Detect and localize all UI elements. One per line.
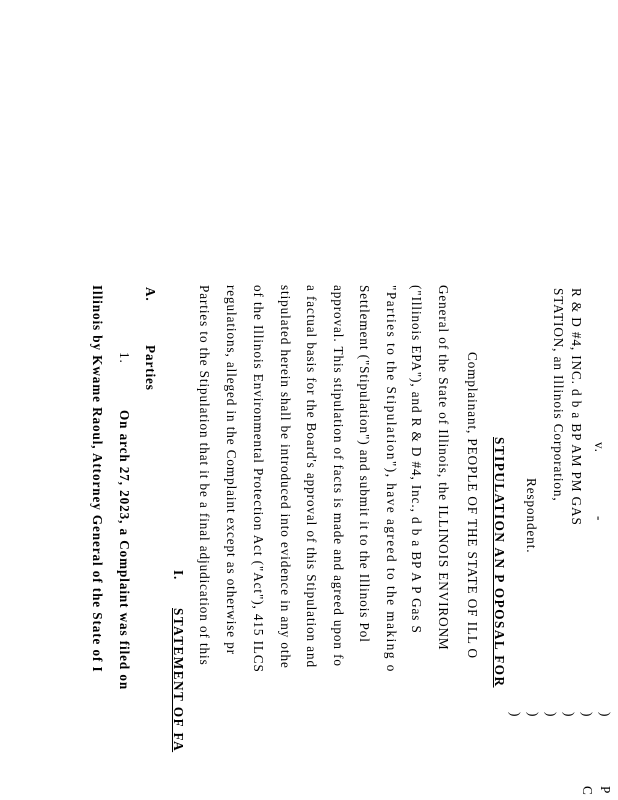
document-title: STIPULATION AN P OPOSAL FOR (492, 437, 507, 688)
caption-v: v. (592, 442, 607, 453)
intro-line-7: a factual basis for the Board's approval of this Stipulation and (304, 285, 319, 668)
respondent-name-line-1: R & D #4, INC. d b a BP AM PM GAS (569, 288, 584, 526)
intro-line-8: stipulated herein shall be introduced into evidence in any othe (278, 285, 293, 669)
intro-line-10: regulations, alleged in the Complaint except as otherwise pr (224, 285, 239, 656)
intro-line-1: Complainant, PEOPLE OF THE STATE OF ILL O (465, 352, 480, 659)
caption-paren: ) (598, 712, 613, 718)
caption-paren: ) (526, 712, 541, 718)
intro-line-5: Settlement ("Stipulation") and submit it to the Illinois Pol (357, 285, 372, 643)
caption-dash: - (592, 516, 607, 522)
paragraph-1-line-1: On arch 27, 2023, a Complaint was filed on (117, 410, 132, 691)
subsection-title: Parties (143, 345, 158, 391)
respondent-label: Respondent. (524, 478, 539, 554)
intro-line-11: Parties to the Stipulation that it be a final adjudication of this (197, 285, 212, 666)
caption-paren: ) (544, 712, 559, 718)
intro-line-4: "Parties to the Stipulation"), have agreed to the making o (384, 285, 399, 673)
section-number: I. (171, 570, 186, 581)
caption-paren: ) (508, 712, 523, 718)
section-title: STATEMENT OF FA (171, 608, 186, 753)
caption-paren: ) (580, 712, 595, 718)
intro-line-2: General of the State of Illinois, the ILLINOIS ENVIRONM (436, 285, 451, 651)
caption-letter-c: C (580, 786, 595, 796)
paragraph-1-number: 1. (117, 352, 132, 364)
subsection-letter: A. (143, 287, 158, 302)
paragraph-1-line-2: Illinois by Kwame Raoul, Attorney General of the State of I (90, 285, 105, 673)
intro-line-6: approval. This stipulation of facts is made and agreed upon fo (331, 285, 346, 667)
intro-line-9: of the Illinois Environmental Protection Act ("Act"), 415 ILCS (251, 285, 266, 673)
caption-letter-p: P (598, 786, 613, 795)
intro-line-3: ("Illinois EPA"), and R & D #4, Inc., d b a BP A P Gas S (409, 285, 424, 634)
respondent-name-line-2: STATION, an Illinois Corporation, (551, 288, 566, 502)
caption-paren: ) (562, 712, 577, 718)
